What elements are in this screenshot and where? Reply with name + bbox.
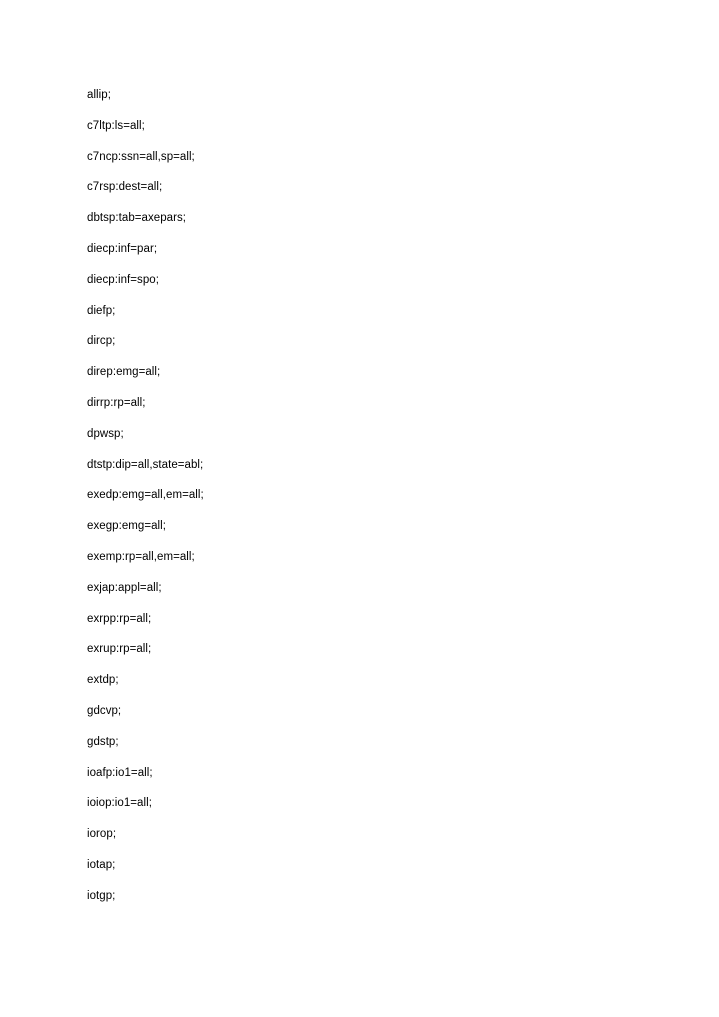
command-line: gdcvp; (87, 704, 122, 717)
command-line: exedp:emg=all,em=all; (87, 489, 204, 502)
command-line: diecp:inf=par; (87, 242, 158, 255)
command-line: c7rsp:dest=all; (87, 181, 163, 194)
command-line: c7ncp:ssn=all,sp=all; (87, 150, 195, 163)
command-line: diefp; (87, 304, 116, 317)
command-list (87, 86, 204, 918)
command-line: iotap; (87, 858, 116, 871)
command-line: exrup:rp=all; (87, 643, 152, 656)
command-line: diecp:inf=spo; (87, 273, 159, 286)
command-line: direp:emg=all; (87, 366, 161, 379)
command-line: dircp; (87, 335, 116, 348)
command-line: ioafp:io1=all; (87, 766, 153, 779)
command-line: exrpp:rp=all; (87, 612, 152, 625)
command-line: extdp; (87, 674, 119, 687)
command-line: dpwsp; (87, 427, 124, 440)
command-line: exegp:emg=all; (87, 520, 167, 533)
command-line: dirrp:rp=all; (87, 396, 146, 409)
command-line: ioiop:io1=all; (87, 797, 152, 810)
command-line: allip; (87, 89, 111, 101)
command-line: exjap:appl=all; (87, 581, 162, 594)
command-line: iorop; (87, 828, 117, 841)
command-line: c7ltp:ls=all; (87, 119, 145, 132)
command-line: dtstp:dip=all,state=abl; (87, 458, 204, 471)
command-line: exemp:rp=all,em=all; (87, 550, 195, 563)
command-line: iotgp; (87, 889, 116, 902)
command-line: dbtsp:tab=axepars; (87, 212, 187, 225)
command-line: gdstp; (87, 735, 119, 748)
